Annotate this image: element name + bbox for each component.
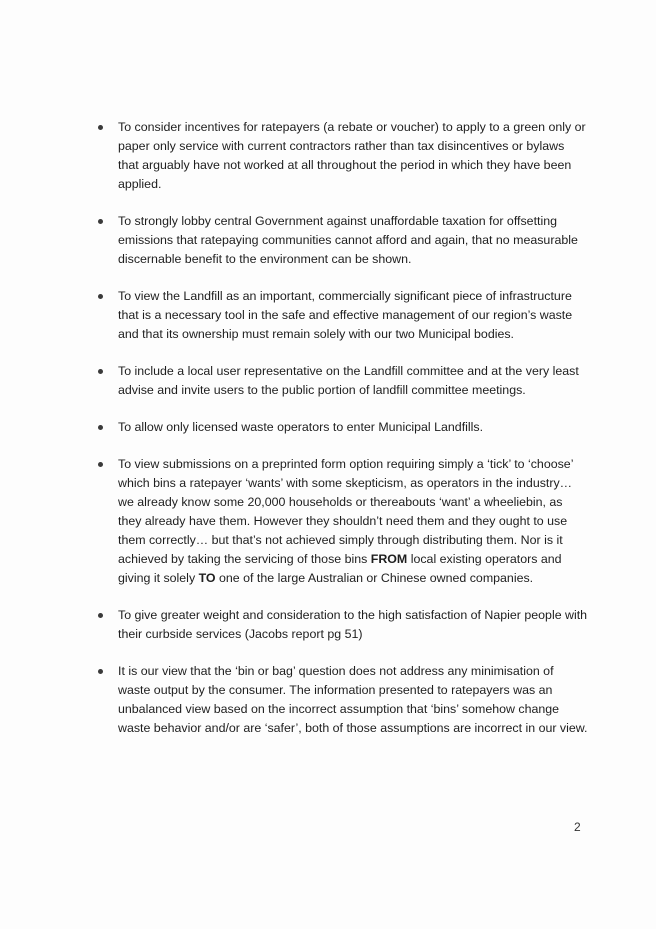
bullet-list: [98, 118, 588, 756]
bullet-item: [98, 606, 588, 644]
bullet-item: [98, 287, 588, 344]
bullet-item: [98, 662, 588, 738]
bullet-text: To consider incentives for ratepayers (a rebate or voucher) to apply to a green only or paper only service with current contractors rather than tax disincentives or bylaws that arguably have not worked at all throughout the period in which they have been applied.: [118, 120, 586, 191]
bold-to: TO: [198, 571, 216, 585]
bullet-icon: [98, 462, 103, 467]
bullet-text: To strongly lobby central Government against unaffordable taxation for offsetting emissions that ratepaying communities cannot afford and again, that no measurable discernable benefit to the environment can be shown.: [118, 214, 578, 266]
bullet-text-part: one of the large Australian or Chinese owned companies.: [215, 571, 534, 585]
bullet-text: To give greater weight and consideration to the high satisfaction of Napier people with their curbside services (Jacobs report pg 51): [118, 608, 588, 641]
bullet-icon: [98, 294, 103, 299]
bullet-text-part: To view submissions on a preprinted form option requiring simply a ‘tick’ to ‘choose’ which bins a ratepayer ‘wants’ with some skepticism, as operators in the industry… we already know some 20,000 households or thereabouts ‘want’ a wheeliebin, as they already have them. However they shouldn’t need them and they ought to use them correctly… but that’s not achieved simply through distributing them. Nor is it achieved by taking the servicing of those bins: [118, 457, 573, 566]
bullet-text-part: local existing operators and giving it solely: [118, 552, 562, 585]
bullet-icon: [98, 425, 103, 430]
bullet-icon: [98, 669, 103, 674]
bullet-icon: [98, 369, 103, 374]
bullet-text: To view the Landfill as an important, commercially significant piece of infrastructure that is a necessary tool in the safe and effective management of our region’s waste and that its ownership must remain solely with our two Municipal bodies.: [118, 289, 573, 341]
bullet-item: [98, 118, 588, 194]
bullet-text: To include a local user representative on the Landfill committee and at the very least advise and invite users to the public portion of landfill committee meetings.: [118, 364, 579, 397]
bullet-item: [98, 212, 588, 269]
bullet-icon: [98, 613, 103, 618]
bullet-text: [118, 457, 573, 585]
bold-from: FROM: [370, 552, 408, 566]
bullet-icon: [98, 219, 103, 224]
page-number: 2: [574, 820, 581, 834]
bullet-item: [98, 455, 588, 588]
bullet-text: It is our view that the ‘bin or bag’ question does not address any minimisation of waste output by the consumer. The information presented to ratepayers was an unbalanced view based on the incorrect assumption that ‘bins’ somehow change waste behavior and/or are ‘safer’, both of those assumptions are incorrect in our view.: [118, 664, 588, 735]
bullet-item: [98, 362, 588, 400]
bullet-item: [98, 418, 588, 437]
bullet-icon: [98, 125, 103, 130]
bullet-text: To allow only licensed waste operators to enter Municipal Landfills.: [118, 420, 484, 434]
